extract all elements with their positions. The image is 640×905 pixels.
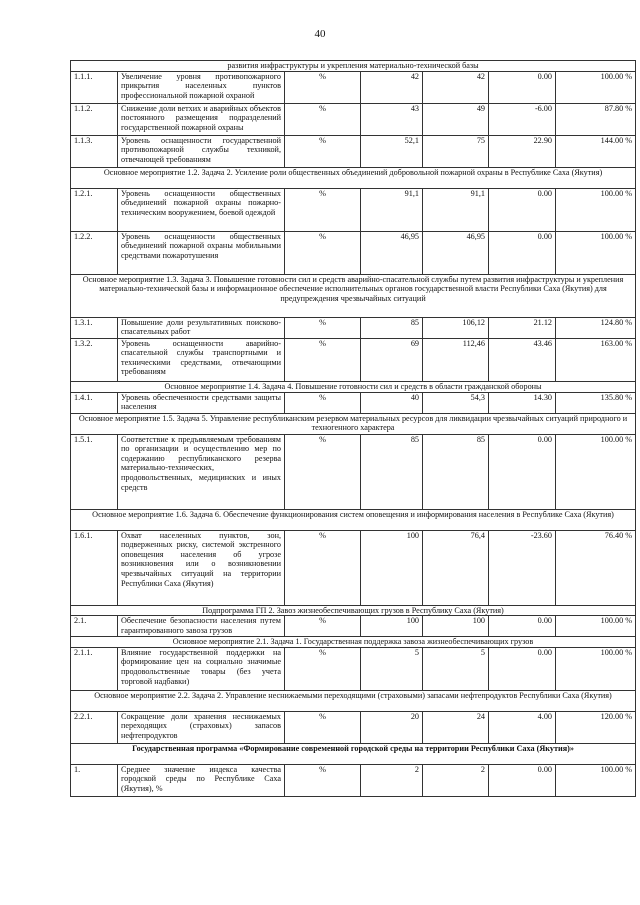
- completion-percent: 100.00 %: [556, 764, 636, 796]
- deviation-value: 0.00: [489, 647, 556, 690]
- unit-cell: %: [285, 392, 361, 413]
- indicator-name: Соответствие к предъявляемым требованиям по организации и осуществлению мер по содержанию республиканского резерва материально-технических, продовольственных, медицинских и иных средств: [118, 434, 285, 509]
- fact-value: 24: [423, 711, 489, 743]
- indicator-number: 1.3.1.: [71, 317, 118, 338]
- plan-value: 40: [361, 392, 423, 413]
- section-title: развития инфраструктуры и укрепления материально-технической базы: [71, 61, 636, 72]
- unit-cell: %: [285, 231, 361, 274]
- table-row: [71, 103, 636, 135]
- indicator-number: 2.2.1.: [71, 711, 118, 743]
- plan-value: 46,95: [361, 231, 423, 274]
- deviation-value: 43.46: [489, 338, 556, 381]
- fact-value: 112,46: [423, 338, 489, 381]
- indicator-number: 1.3.2.: [71, 338, 118, 381]
- unit-cell: %: [285, 338, 361, 381]
- deviation-value: 21.12: [489, 317, 556, 338]
- plan-value: 52,1: [361, 135, 423, 167]
- table-row: [71, 71, 636, 103]
- fact-value: 100: [423, 616, 489, 637]
- completion-percent: 120.00 %: [556, 711, 636, 743]
- completion-percent: 87.80 %: [556, 103, 636, 135]
- section-title: Подпрограмма ГП 2. Завоз жизнеобеспечивающих грузов в Республику Саха (Якутия): [71, 605, 636, 616]
- indicator-name: Влияние государственной поддержки на формирование цен на социально значимые продовольственные товары (без учета торговой надбавки): [118, 647, 285, 690]
- fact-value: 91,1: [423, 188, 489, 231]
- fact-value: 49: [423, 103, 489, 135]
- unit-cell: %: [285, 135, 361, 167]
- section-header-row: [71, 690, 636, 711]
- section-title: Основное мероприятие 2.1. Задача 1. Государственная поддержка завоза жизнеобеспечивающих грузов: [71, 637, 636, 648]
- table-row: [71, 764, 636, 796]
- table-row: [71, 188, 636, 231]
- indicator-name: Уровень оснащенности аварийно-спасательной службы транспортными и техническими средствами, отвечающими требованиям: [118, 338, 285, 381]
- completion-percent: 100.00 %: [556, 231, 636, 274]
- section-title: Основное мероприятие 1.2. Задача 2. Усиление роли общественных объединений добровольной пожарной охраны в Республике Саха (Якутия): [71, 167, 636, 188]
- table-row: [71, 711, 636, 743]
- plan-value: 85: [361, 434, 423, 509]
- indicator-name: Уровень оснащенности общественных объединений пожарной охраны пожарно-техническим вооружением, боевой одеждой: [118, 188, 285, 231]
- deviation-value: -6.00: [489, 103, 556, 135]
- unit-cell: %: [285, 530, 361, 605]
- fact-value: 106,12: [423, 317, 489, 338]
- indicator-name: Охват населенных пунктов, зон, подверженных риску, системой экстренного оповещения населения об угрозе возникновения или о возникновении чрезвычайных ситуаций на территории Республики Саха (Якутия): [118, 530, 285, 605]
- plan-value: 20: [361, 711, 423, 743]
- table-row: [71, 392, 636, 413]
- unit-cell: %: [285, 317, 361, 338]
- fact-value: 42: [423, 71, 489, 103]
- indicator-number: 1.1.3.: [71, 135, 118, 167]
- section-header-row: [71, 637, 636, 648]
- plan-value: 43: [361, 103, 423, 135]
- indicator-name: Повышение доли результативных поисково-спасательных работ: [118, 317, 285, 338]
- deviation-value: 0.00: [489, 616, 556, 637]
- indicator-name: Уровень оснащенности общественных объединений пожарной охраны мобильными средствами пожаротушения: [118, 231, 285, 274]
- indicator-number: 1.2.2.: [71, 231, 118, 274]
- section-header-row: [71, 605, 636, 616]
- fact-value: 46,95: [423, 231, 489, 274]
- indicator-name: Сокращение доли хранения неснижаемых переходящих (страховых) запасов нефтепродуктов: [118, 711, 285, 743]
- indicator-number: 2.1.: [71, 616, 118, 637]
- section-header-row: [71, 274, 636, 317]
- plan-value: 100: [361, 530, 423, 605]
- table-row: [71, 317, 636, 338]
- indicator-number: 1.2.1.: [71, 188, 118, 231]
- indicator-name: Среднее значение индекса качества городской среды по Республике Саха (Якутия), %: [118, 764, 285, 796]
- indicator-name: Снижение доли ветхих и аварийных объектов постоянного размещения подразделений государственной пожарной охраны: [118, 103, 285, 135]
- unit-cell: %: [285, 434, 361, 509]
- unit-cell: %: [285, 188, 361, 231]
- fact-value: 54,3: [423, 392, 489, 413]
- section-header-row: [71, 167, 636, 188]
- completion-percent: 100.00 %: [556, 71, 636, 103]
- page-number: 40: [314, 28, 326, 40]
- section-title: Основное мероприятие 1.3. Задача 3. Повышение готовности сил и средств аварийно-спасательной службы путем развития инфраструктуры и укрепления материально-технической базы и информационное обеспечение исполнительных органов государственной власти Республики Саха (Якутия) для предупреждения чрезвычайных ситуаций: [71, 274, 636, 317]
- indicator-name: Уровень оснащенности государственной противопожарной службы техникой, отвечающей требованиям: [118, 135, 285, 167]
- unit-cell: %: [285, 711, 361, 743]
- table-row: [71, 434, 636, 509]
- plan-value: 85: [361, 317, 423, 338]
- deviation-value: 0.00: [489, 764, 556, 796]
- indicator-number: 2.1.1.: [71, 647, 118, 690]
- indicator-number: 1.: [71, 764, 118, 796]
- completion-percent: 76.40 %: [556, 530, 636, 605]
- plan-value: 42: [361, 71, 423, 103]
- completion-percent: 100.00 %: [556, 647, 636, 690]
- indicator-name: Уровень обеспеченности средствами защиты населения: [118, 392, 285, 413]
- fact-value: 75: [423, 135, 489, 167]
- table-row: [71, 616, 636, 637]
- section-header-row: [71, 509, 636, 530]
- unit-cell: %: [285, 616, 361, 637]
- plan-value: 91,1: [361, 188, 423, 231]
- completion-percent: 100.00 %: [556, 434, 636, 509]
- indicator-number: 1.4.1.: [71, 392, 118, 413]
- indicator-number: 1.1.1.: [71, 71, 118, 103]
- table-row: [71, 530, 636, 605]
- fact-value: 85: [423, 434, 489, 509]
- completion-percent: 135.80 %: [556, 392, 636, 413]
- completion-percent: 100.00 %: [556, 188, 636, 231]
- plan-value: 5: [361, 647, 423, 690]
- plan-value: 2: [361, 764, 423, 796]
- fact-value: 76,4: [423, 530, 489, 605]
- section-title: Основное мероприятие 1.6. Задача 6. Обеспечение функционирования систем оповещения и информирования населения в Республике Саха (Якутия): [71, 509, 636, 530]
- fact-value: 5: [423, 647, 489, 690]
- table-row: [71, 338, 636, 381]
- section-header-row: [71, 61, 636, 72]
- section-title: Основное мероприятие 1.4. Задача 4. Повышение готовности сил и средств в области гражданской обороны: [71, 381, 636, 392]
- indicator-number: 1.5.1.: [71, 434, 118, 509]
- deviation-value: 0.00: [489, 434, 556, 509]
- deviation-value: 0.00: [489, 231, 556, 274]
- table-row: [71, 231, 636, 274]
- section-header-row: [71, 743, 636, 764]
- table-row: [71, 135, 636, 167]
- section-title: Государственная программа «Формирование современной городской среды на территории Республики Саха (Якутия)»: [71, 743, 636, 764]
- plan-value: 69: [361, 338, 423, 381]
- section-header-row: [71, 413, 636, 434]
- unit-cell: %: [285, 764, 361, 796]
- completion-percent: 100.00 %: [556, 616, 636, 637]
- deviation-value: 0.00: [489, 188, 556, 231]
- deviation-value: 14.30: [489, 392, 556, 413]
- completion-percent: 144.00 %: [556, 135, 636, 167]
- completion-percent: 163.00 %: [556, 338, 636, 381]
- indicator-name: Увеличение уровня противопожарного прикрытия населенных пунктов профессиональной пожарной охраной: [118, 71, 285, 103]
- deviation-value: -23.60: [489, 530, 556, 605]
- deviation-value: 4.00: [489, 711, 556, 743]
- indicator-name: Обеспечение безопасности населения путем гарантированного завоза грузов: [118, 616, 285, 637]
- plan-value: 100: [361, 616, 423, 637]
- section-header-row: [71, 381, 636, 392]
- completion-percent: 124.80 %: [556, 317, 636, 338]
- indicator-number: 1.6.1.: [71, 530, 118, 605]
- indicators-table: [70, 60, 636, 797]
- section-title: Основное мероприятие 2.2. Задача 2. Управление неснижаемыми переходящими (страховыми) запасами нефтепродуктов Республики Саха (Якутия): [71, 690, 636, 711]
- fact-value: 2: [423, 764, 489, 796]
- unit-cell: %: [285, 103, 361, 135]
- table-row: [71, 647, 636, 690]
- indicator-number: 1.1.2.: [71, 103, 118, 135]
- deviation-value: 0.00: [489, 71, 556, 103]
- deviation-value: 22.90: [489, 135, 556, 167]
- unit-cell: %: [285, 71, 361, 103]
- table-body: [71, 61, 636, 797]
- section-title: Основное мероприятие 1.5. Задача 5. Управление республиканским резервом материальных ресурсов для ликвидации чрезвычайных ситуаций природного и техногенного характера: [71, 413, 636, 434]
- unit-cell: %: [285, 647, 361, 690]
